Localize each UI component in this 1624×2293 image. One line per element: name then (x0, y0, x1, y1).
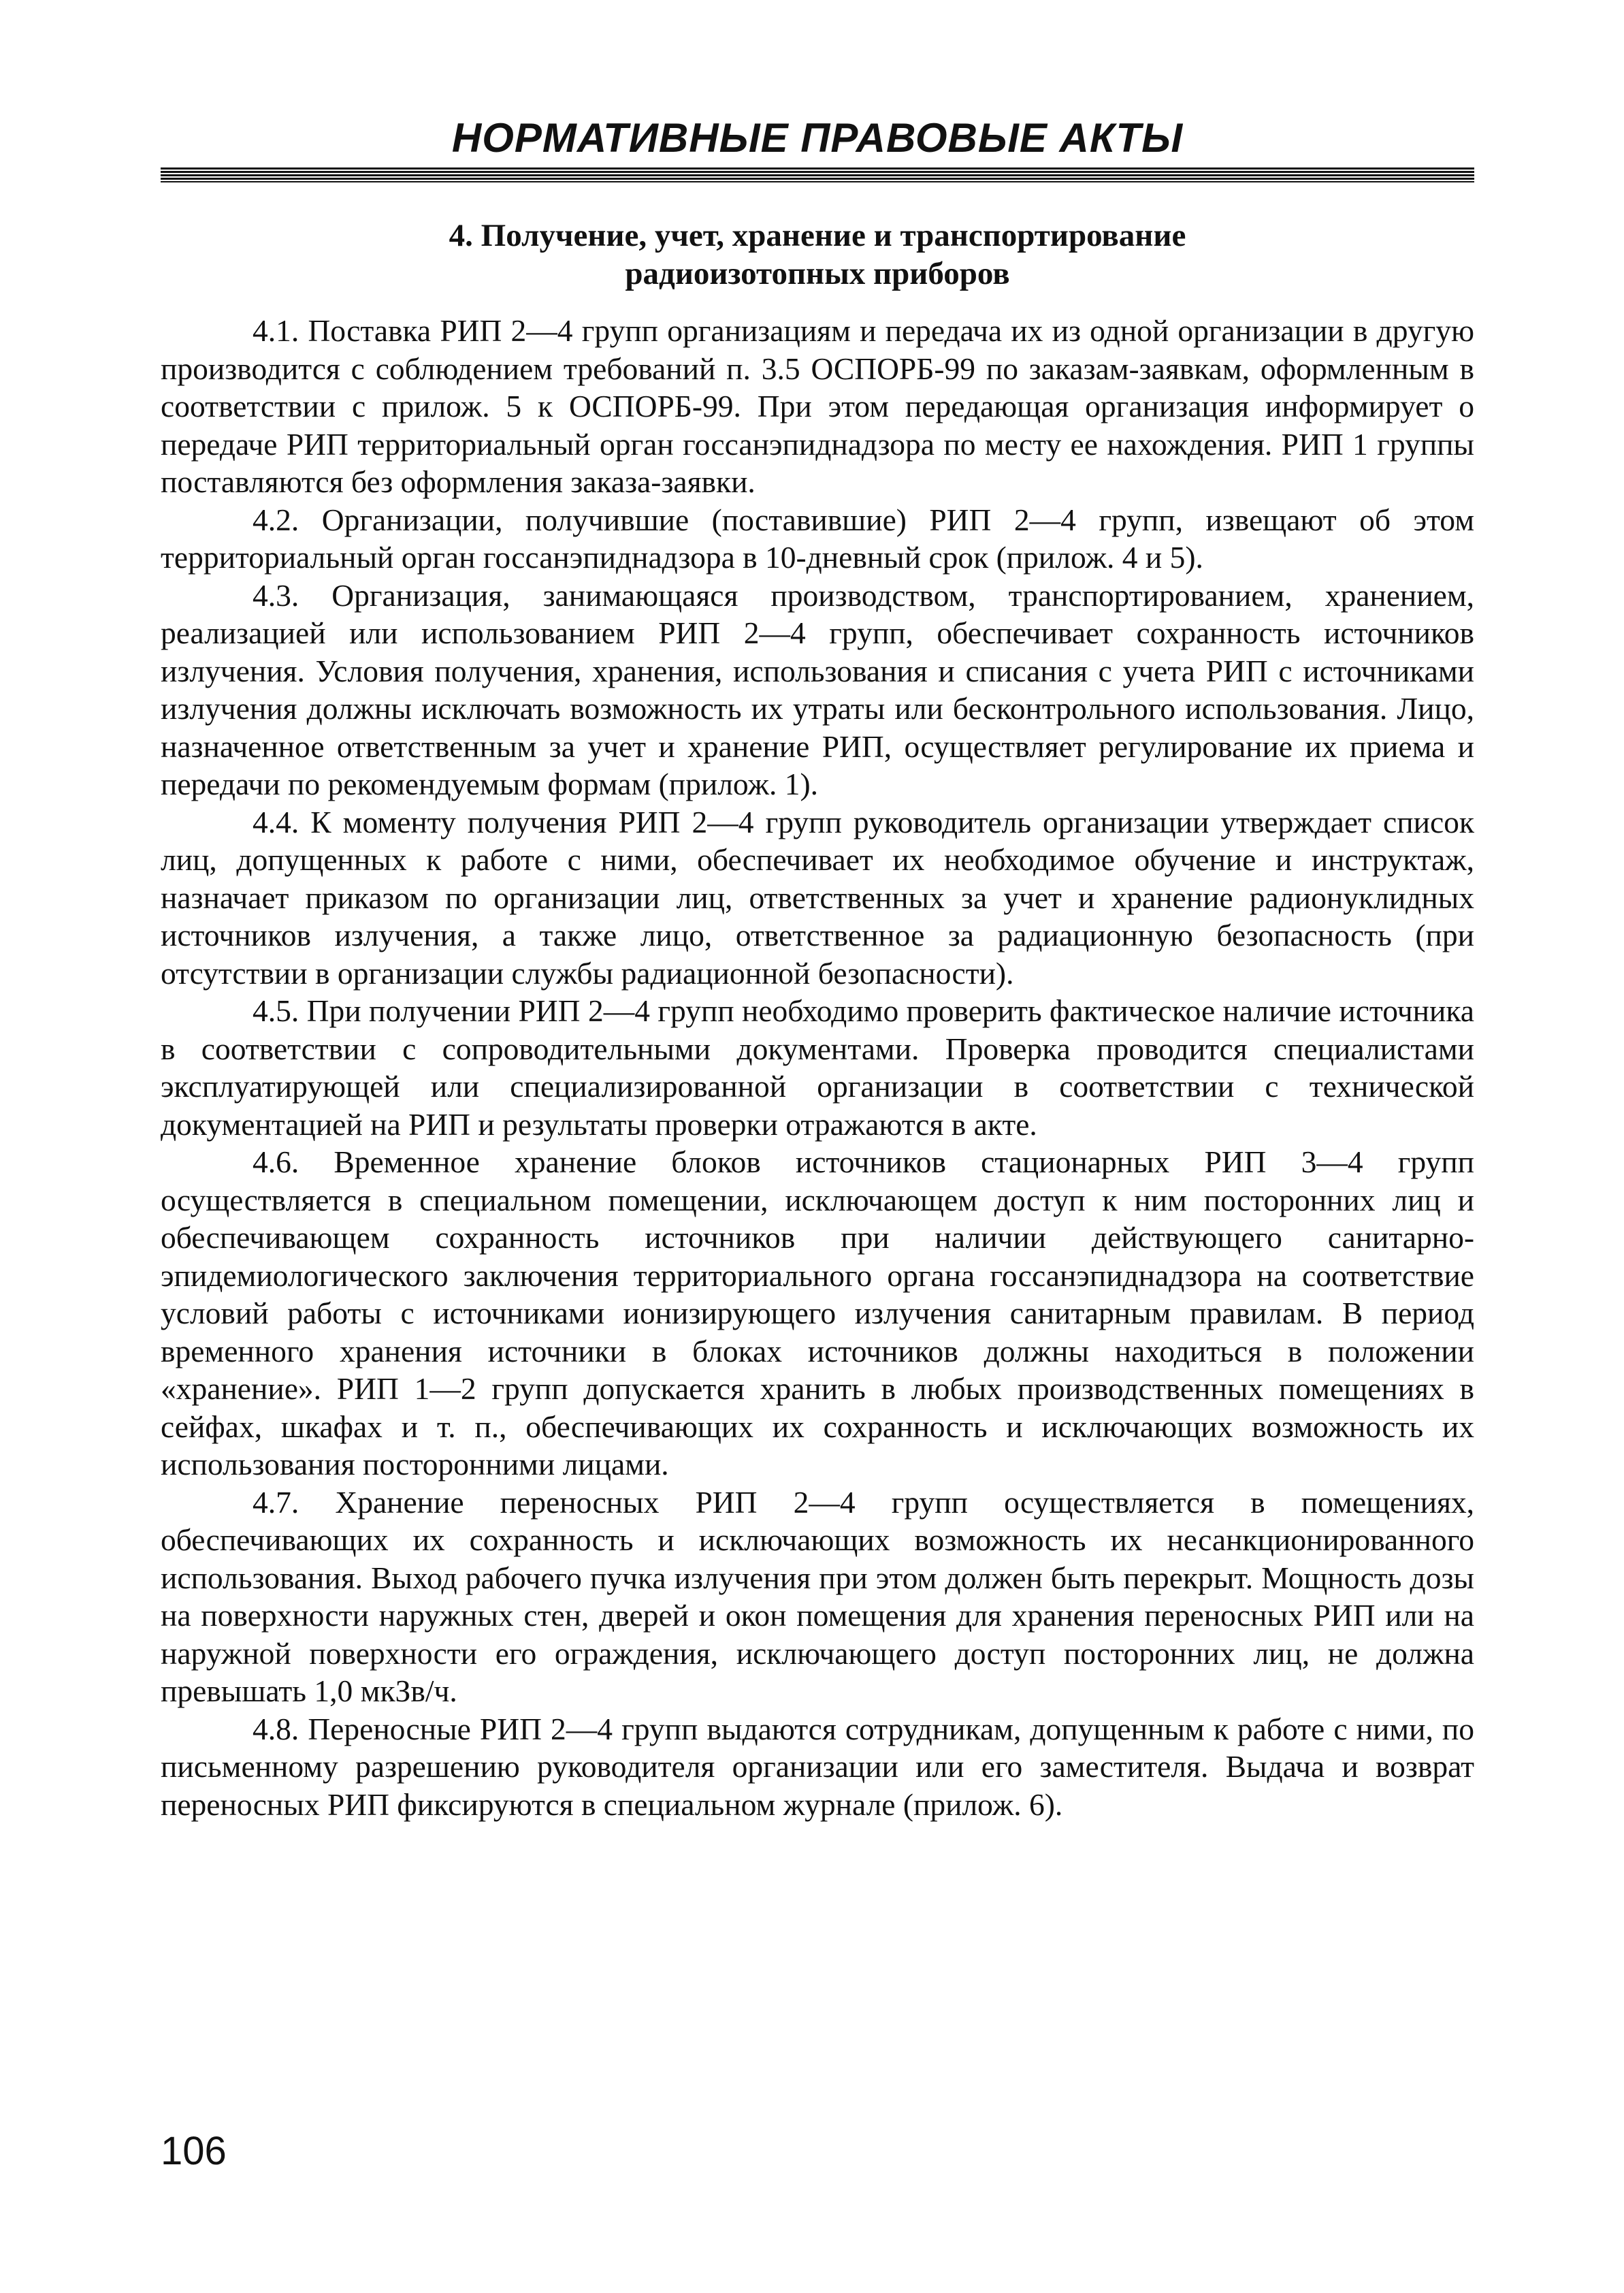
paragraph-4-1: 4.1. Поставка РИП 2—4 групп организациям и передача их из одной организации в другую производится с соблюдением требований п. 3.5 ОСПОРБ-99 по заказам-заявкам, оформленным в соответствии с прилож. 5 к ОСПОРБ-99. При этом передающая организация информирует о передаче РИП территориальный орган госсанэпиднадзора по месту ее нахождения. РИП 1 группы поставляются без оформления заказа-заявки. (161, 313, 1474, 499)
running-header (161, 114, 1474, 182)
section-title (161, 217, 1474, 293)
section-title-line-2: радиоизотопных приборов (625, 256, 1010, 291)
section-title-line-1: 4. Получение, учет, хранение и транспортирование (449, 218, 1186, 253)
page-number: 106 (161, 2129, 227, 2173)
paragraph-4-8: 4.8. Переносные РИП 2—4 групп выдаются сотрудникам, допущенным к работе с ними, по письменному разрешению руководителя организации или его заместителя. Выдача и возврат переносных РИП фиксируются в специальном журнале (прилож. 6). (161, 1711, 1474, 1822)
paragraph-4-4: 4.4. К моменту получения РИП 2—4 групп руководитель организации утверждает список лиц, допущенных к работе с ними, обеспечивает их необходимое обучение и инструктаж, назначает приказом по организации лиц, ответственных за учет и хранение радионуклидных источников излучения, а также лицо, ответственное за радиационную безопасность (при отсутствии в организации службы радиационной безопасности). (161, 804, 1474, 991)
paragraph-4-5: 4.5. При получении РИП 2—4 групп необходимо проверить фактическое наличие источника в соответствии с сопроводительными документами. Проверка проводится специалистами эксплуатирующей или специализированной организации в соответствии с технической документацией на РИП и результаты проверки отражаются в акте. (161, 993, 1474, 1142)
running-header-title: НОРМАТИВНЫЕ ПРАВОВЫЕ АКТЫ (451, 115, 1184, 161)
header-rule (161, 167, 1474, 182)
page-content (161, 217, 1474, 1823)
paragraph-4-2: 4.2. Организации, получившие (поставившие) РИП 2—4 групп, извещают об этом территориальный орган госсанэпиднадзора в 10-дневный срок (прилож. 4 и 5). (161, 502, 1474, 575)
paragraph-4-3: 4.3. Организация, занимающаяся производством, транспортированием, хранением, реализацией или использованием РИП 2—4 групп, обеспечивает сохранность источников излучения. Условия получения, хранения, использования и списания с учета РИП с источниками излучения должны исключать возможность их утраты или бесконтрольного использования. Лицо, назначенное ответственным за учет и хранение РИП, осуществляет регулирование их приема и передачи по рекомендуемым формам (прилож. 1). (161, 577, 1474, 801)
paragraph-4-6: 4.6. Временное хранение блоков источников стационарных РИП 3—4 групп осуществляется в специальном помещении, исключающем доступ к ним посторонних лиц и обеспечивающем сохранность источников при наличии действующего санитарно-эпидемиологического заключения территориального органа госсанэпиднадзора на соответствие условий работы с источниками ионизирующего излучения санитарным правилам. В период временного хранения источники в блоках источников должны находиться в положении «хранение». РИП 1—2 групп допускается хранить в любых производственных помещениях в сейфах, шкафах и т. п., обеспечивающих их сохранность и исключающих возможность их использования посторонними лицами. (161, 1144, 1474, 1481)
paragraph-4-7: 4.7. Хранение переносных РИП 2—4 групп осуществляется в помещениях, обеспечивающих их сохранность и исключающих возможность их несанкционированного использования. Выход рабочего пучка излучения при этом должен быть перекрыт. Мощность дозы на поверхности наружных стен, дверей и окон помещения для хранения переносных РИП или на наружной поверхности его ограждения, исключающего доступ посторонних лиц, не должна превышать 1,0 мкЗв/ч. (161, 1484, 1474, 1708)
